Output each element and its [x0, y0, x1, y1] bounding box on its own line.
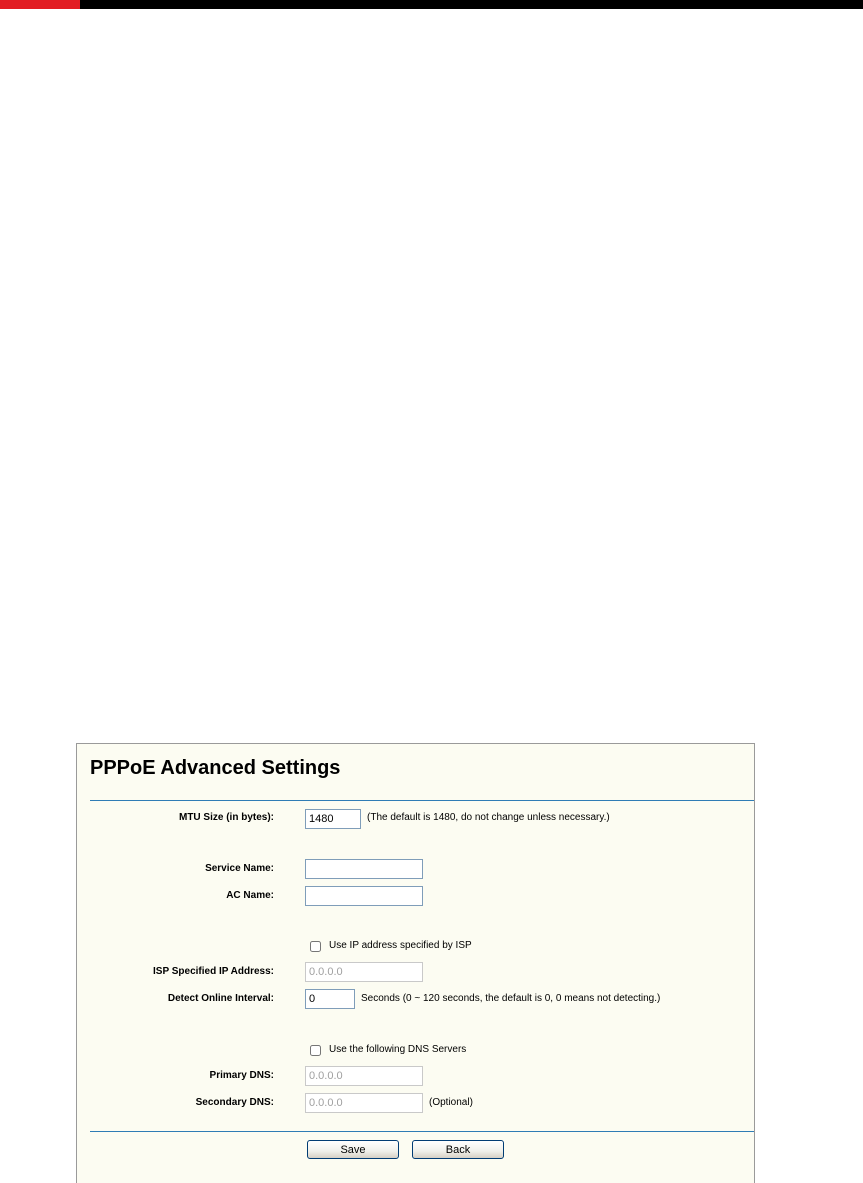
secondary-dns-label: Secondary DNS: — [195, 1097, 274, 1108]
primary-dns-label: Primary DNS: — [209, 1070, 274, 1081]
ac-name-label: AC Name: — [226, 890, 274, 901]
title-divider — [90, 800, 754, 801]
use-isp-ip-label: Use IP address specified by ISP — [329, 940, 472, 951]
secondary-dns-input[interactable] — [305, 1093, 423, 1113]
primary-dns-input[interactable] — [305, 1066, 423, 1086]
ac-name-input[interactable] — [305, 886, 423, 906]
detect-interval-label: Detect Online Interval: — [167, 993, 274, 1004]
page-title: PPPoE Advanced Settings — [90, 757, 341, 779]
top-bar-accent — [0, 0, 80, 9]
use-dns-label: Use the following DNS Servers — [329, 1044, 467, 1055]
top-bar — [0, 0, 863, 9]
detect-interval-hint: Seconds (0 ~ 120 seconds, the default is 0, 0 means not detecting.) — [361, 993, 661, 1004]
use-isp-ip-checkbox[interactable] — [310, 941, 321, 952]
service-name-label: Service Name: — [205, 863, 274, 874]
pppoe-advanced-panel — [76, 743, 755, 1183]
secondary-dns-hint: (Optional) — [429, 1097, 473, 1108]
detect-interval-input[interactable] — [305, 989, 355, 1009]
mtu-input[interactable] — [305, 809, 361, 829]
isp-ip-input[interactable] — [305, 962, 423, 982]
use-dns-checkbox[interactable] — [310, 1045, 321, 1056]
save-button[interactable]: Save — [307, 1140, 399, 1159]
footer-divider — [90, 1131, 754, 1132]
mtu-label: MTU Size (in bytes): — [178, 812, 274, 823]
isp-ip-label: ISP Specified IP Address: — [153, 966, 274, 977]
service-name-input[interactable] — [305, 859, 423, 879]
back-button[interactable]: Back — [412, 1140, 504, 1159]
mtu-hint: (The default is 1480, do not change unless necessary.) — [367, 812, 610, 823]
